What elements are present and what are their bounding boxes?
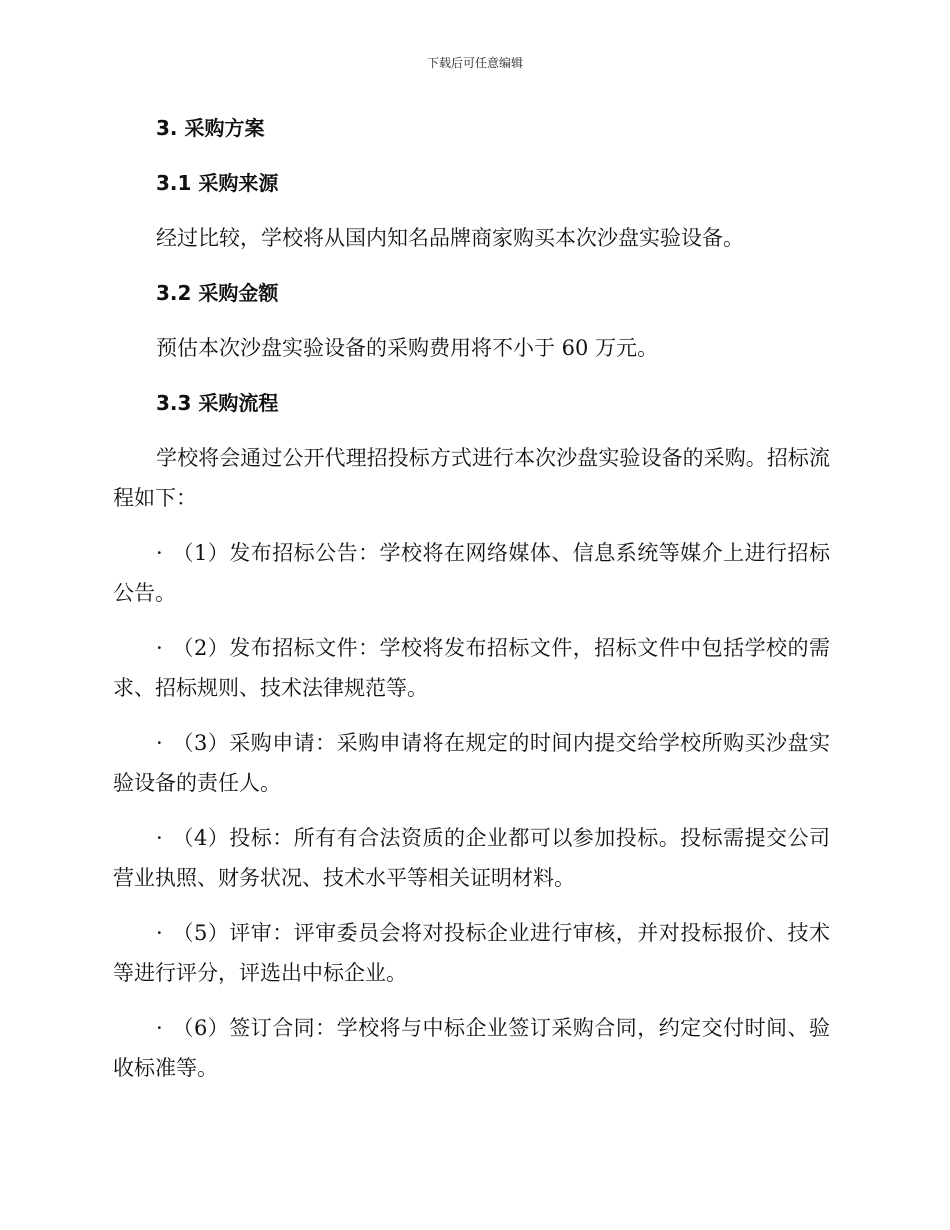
bullet-icon: · bbox=[156, 731, 163, 755]
list-item-step-5 bbox=[113, 913, 830, 993]
section-heading: 3. 采购方案 bbox=[156, 116, 265, 140]
bullet-icon: · bbox=[156, 1016, 163, 1040]
list-item-step-6 bbox=[113, 1008, 830, 1088]
list-item-step-4 bbox=[113, 818, 830, 898]
bullet-icon: · bbox=[156, 636, 163, 660]
step-text: （2）发布招标文件：学校将发布招标文件，招标文件中包括学校的需求、招标规则、技术法律规范等。 bbox=[113, 636, 830, 700]
step-text: （1）发布招标公告：学校将在网络媒体、信息系统等媒介上进行招标公告。 bbox=[113, 541, 830, 605]
step-text: （5）评审：评审委员会将对投标企业进行审核，并对投标报价、技术等进行评分，评选出中标企业。 bbox=[113, 921, 830, 985]
step-text: （3）采购申请：采购申请将在规定的时间内提交给学校所购买沙盘实验设备的责任人。 bbox=[113, 731, 830, 795]
subsection-heading-3-1: 3.1 采购来源 bbox=[156, 171, 279, 195]
step-text: （6）签订合同：学校将与中标企业签订采购合同，约定交付时间、验收标准等。 bbox=[113, 1016, 830, 1080]
step-text: （4）投标：所有有合法资质的企业都可以参加投标。投标需提交公司营业执照、财务状况、技术水平等相关证明材料。 bbox=[113, 826, 830, 890]
bullet-icon: · bbox=[156, 826, 163, 850]
list-item-step-1 bbox=[113, 533, 830, 613]
header-note: 下载后可任意编辑 bbox=[426, 56, 523, 70]
bullet-icon: · bbox=[156, 921, 163, 945]
paragraph-procurement-process: 学校将会通过公开代理招投标方式进行本次沙盘实验设备的采购。招标流程如下： bbox=[113, 446, 830, 510]
subsection-heading-3-2: 3.2 采购金额 bbox=[156, 281, 279, 305]
list-item-step-3 bbox=[113, 723, 830, 803]
document-body bbox=[113, 108, 830, 1103]
subsection-heading-3-3: 3.3 采购流程 bbox=[156, 391, 279, 415]
list-item-step-2 bbox=[113, 628, 830, 708]
bullet-icon: · bbox=[156, 541, 163, 565]
paragraph-procurement-amount: 预估本次沙盘实验设备的采购费用将不小于 60 万元。 bbox=[156, 336, 659, 360]
paragraph-procurement-source: 经过比较，学校将从国内知名品牌商家购买本次沙盘实验设备。 bbox=[156, 226, 744, 250]
